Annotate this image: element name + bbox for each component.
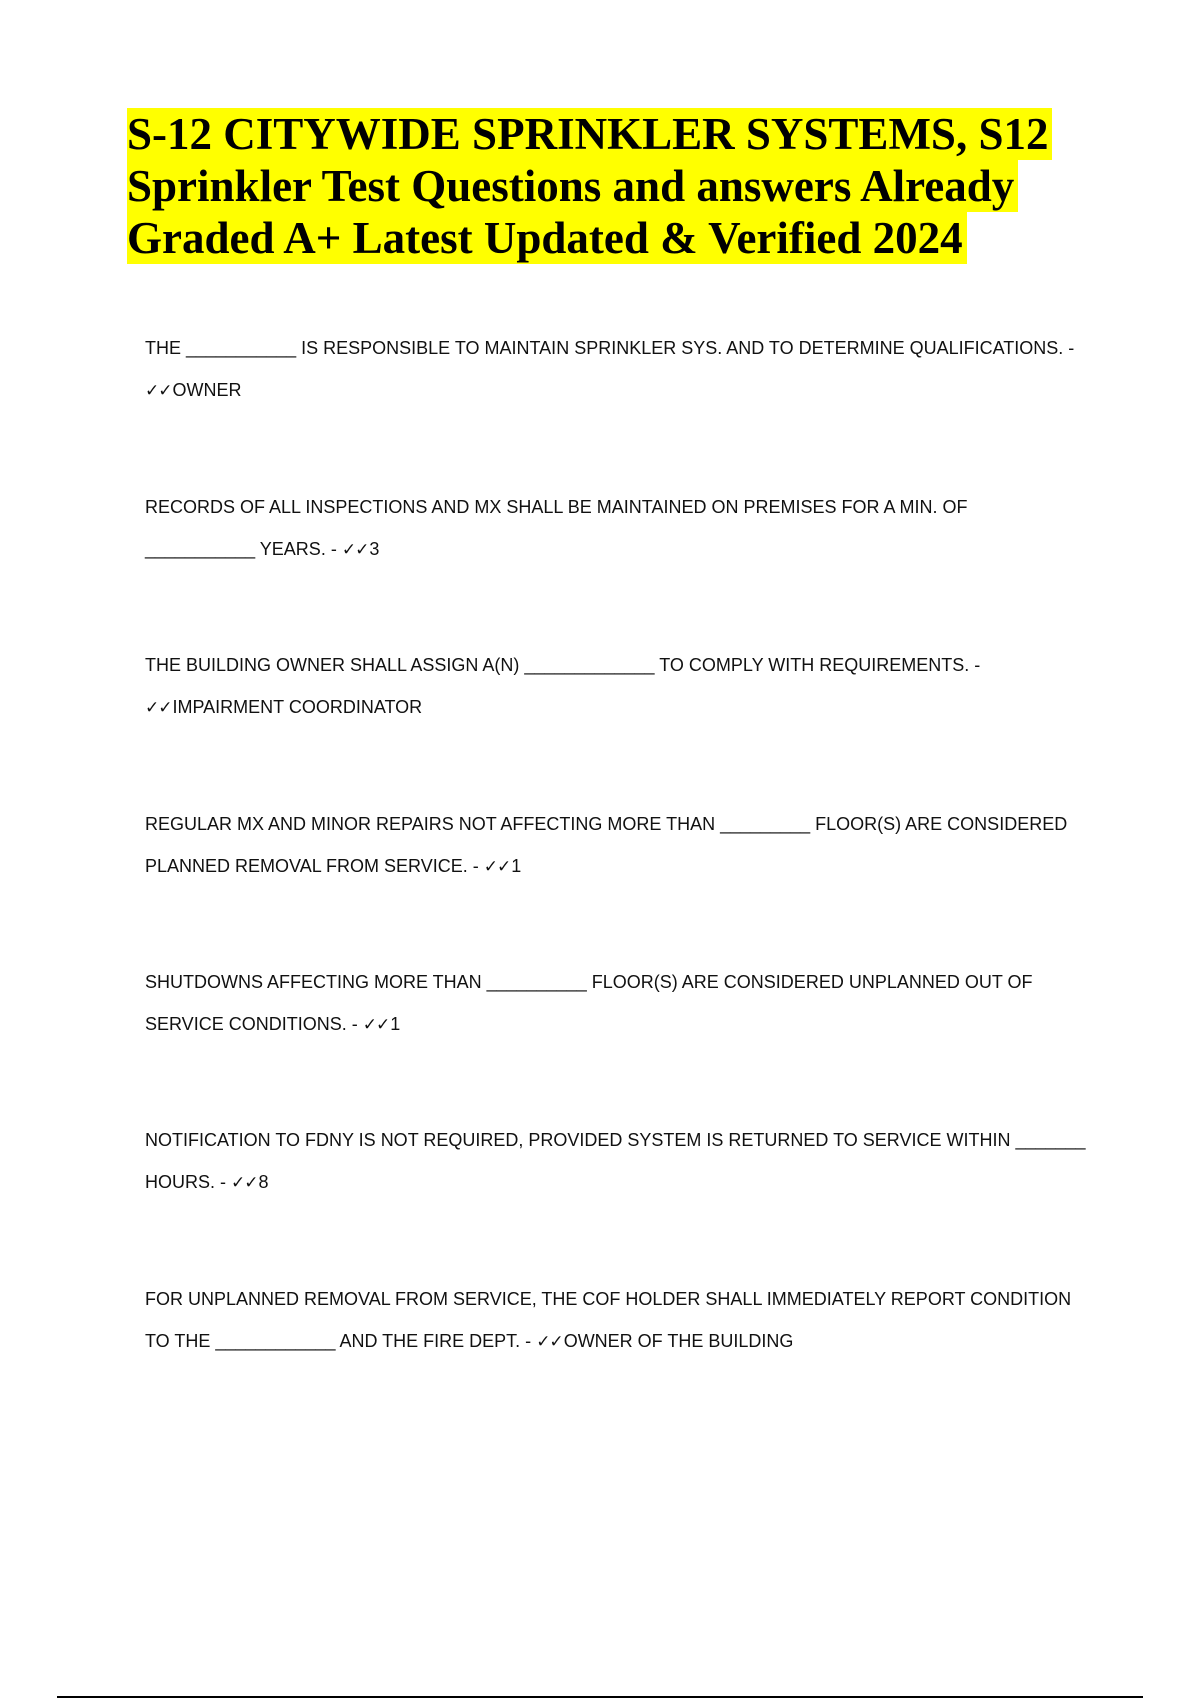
- question-text: SHUTDOWNS AFFECTING MORE THAN __________ FLOOR(S) ARE CONSIDERED UNPLANNED OUT OF: [145, 972, 1033, 992]
- question-text-continued: PLANNED REMOVAL FROM SERVICE. -: [145, 856, 484, 876]
- answer-line: [145, 697, 1105, 717]
- title-line: Graded A+ Latest Updated & Verified 2024: [127, 212, 967, 264]
- question-item: [145, 814, 1105, 876]
- answer-line: [145, 1172, 1105, 1192]
- question-text: THE ___________ IS RESPONSIBLE TO MAINTAIN SPRINKLER SYS. AND TO DETERMINE QUALIFICATIONS. -: [145, 338, 1075, 358]
- title-line: S-12 CITYWIDE SPRINKLER SYSTEMS, S12: [127, 108, 1052, 160]
- answer-line: [145, 380, 1105, 400]
- answer-text: IMPAIRMENT COORDINATOR: [172, 697, 423, 717]
- double-check-icon: ✓✓: [231, 1173, 258, 1193]
- double-check-icon: ✓✓: [145, 381, 172, 401]
- question-item: [145, 1130, 1105, 1192]
- question-text: NOTIFICATION TO FDNY IS NOT REQUIRED, PROVIDED SYSTEM IS RETURNED TO SERVICE WITHIN _______: [145, 1130, 1086, 1150]
- answer-text: 8: [258, 1172, 269, 1192]
- answer-text: 1: [511, 856, 522, 876]
- double-check-icon: ✓✓: [145, 698, 172, 718]
- double-check-icon: ✓✓: [362, 1015, 390, 1035]
- question-text: FOR UNPLANNED REMOVAL FROM SERVICE, THE COF HOLDER SHALL IMMEDIATELY REPORT CONDITION: [145, 1289, 1072, 1309]
- question-item: [145, 338, 1105, 400]
- question-text: THE BUILDING OWNER SHALL ASSIGN A(N) _____________ TO COMPLY WITH REQUIREMENTS. -: [145, 655, 981, 675]
- answer-text: 1: [390, 1014, 401, 1034]
- title-line: Sprinkler Test Questions and answers Already: [127, 160, 1018, 212]
- answer-text: 3: [369, 539, 380, 559]
- document-title: [127, 108, 1127, 264]
- double-check-icon: ✓✓: [341, 540, 369, 560]
- double-check-icon: ✓✓: [483, 857, 511, 877]
- question-text: RECORDS OF ALL INSPECTIONS AND MX SHALL BE MAINTAINED ON PREMISES FOR A MIN. OF: [145, 497, 968, 517]
- question-item: [145, 497, 1105, 559]
- question-text-continued: TO THE ____________ AND THE FIRE DEPT. -: [145, 1331, 537, 1351]
- answer-text: OWNER OF THE BUILDING: [563, 1331, 794, 1351]
- answer-text: OWNER: [172, 380, 242, 400]
- question-text: REGULAR MX AND MINOR REPAIRS NOT AFFECTING MORE THAN _________ FLOOR(S) ARE CONSIDERED: [145, 814, 1068, 834]
- answer-line: [145, 539, 1105, 559]
- answer-line: [145, 1331, 1105, 1351]
- footer-divider: [57, 1696, 1143, 1698]
- answer-line: [145, 1014, 1105, 1034]
- answer-line: [145, 856, 1105, 876]
- question-text-continued: SERVICE CONDITIONS. -: [145, 1014, 363, 1034]
- question-item: [145, 655, 1105, 717]
- double-check-icon: ✓✓: [536, 1332, 563, 1352]
- question-text-continued: ___________ YEARS. -: [145, 539, 342, 559]
- question-text-continued: HOURS. -: [145, 1172, 232, 1192]
- question-item: [145, 972, 1105, 1034]
- question-item: [145, 1289, 1105, 1351]
